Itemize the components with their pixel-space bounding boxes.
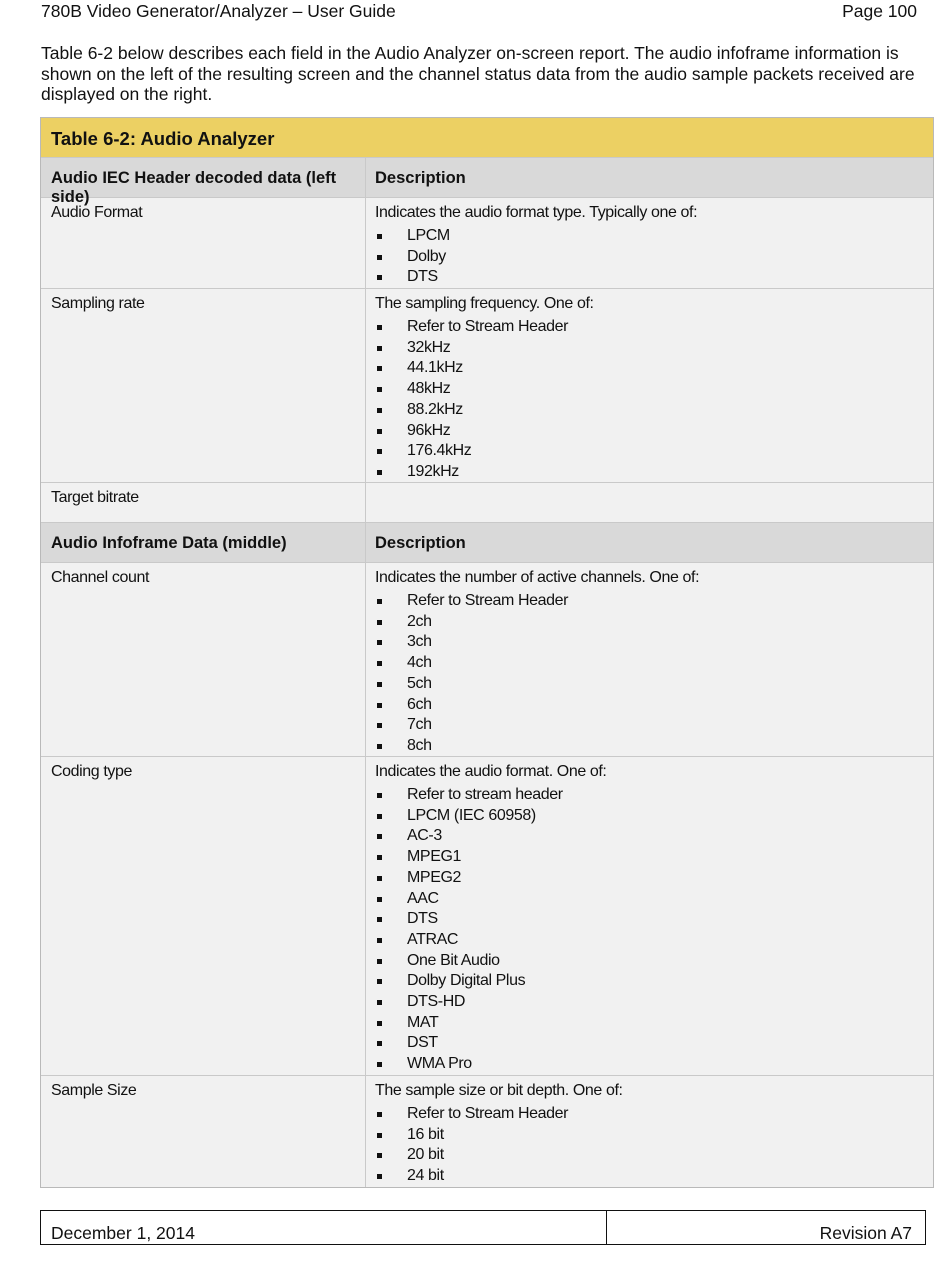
option-item: WMA Pro: [375, 1054, 933, 1075]
field-name: Target bitrate: [41, 483, 366, 522]
column-header-description: Description: [375, 169, 466, 187]
page-number: Page 100: [842, 1, 917, 21]
table-body: [41, 158, 933, 1187]
option-item: Dolby: [375, 247, 933, 268]
page-footer: [40, 1210, 926, 1245]
field-description-cell: [366, 1076, 933, 1187]
field-description: Indicates the audio format. One of:: [375, 763, 607, 780]
option-item: One Bit Audio: [375, 951, 933, 972]
field-name: Audio Format: [41, 198, 366, 288]
option-item: DTS: [375, 909, 933, 930]
option-item: 176.4kHz: [375, 441, 933, 462]
option-item: 7ch: [375, 715, 933, 736]
field-description: The sample size or bit depth. One of:: [375, 1082, 623, 1099]
column-header-description: Description: [375, 534, 466, 552]
table-header-row: [41, 158, 933, 206]
option-item: Refer to Stream Header: [375, 1104, 933, 1125]
field-description-cell: [366, 563, 933, 756]
option-item: Refer to Stream Header: [375, 317, 933, 338]
option-item: 44.1kHz: [375, 358, 933, 379]
table-row: [41, 289, 933, 483]
option-item: ATRAC: [375, 930, 933, 951]
option-item: 20 bit: [375, 1145, 933, 1166]
field-name: Sample Size: [41, 1076, 366, 1187]
document-title: 780B Video Generator/Analyzer – User Guide: [41, 1, 396, 21]
page-header: [41, 0, 917, 22]
table-row: [41, 198, 933, 289]
option-list: [375, 1104, 933, 1187]
option-item: 5ch: [375, 674, 933, 695]
table-header-row: [41, 523, 933, 563]
option-item: Refer to Stream Header: [375, 591, 933, 612]
intro-paragraph: Table 6-2 below describes each field in the Audio Analyzer on-screen report. The audio infoframe information is shown on the left of the resulting screen and the channel status data from the audio sample packets received are displayed on the right.: [41, 43, 915, 104]
footer-date: December 1, 2014: [41, 1211, 607, 1244]
field-name: Sampling rate: [41, 289, 366, 482]
option-item: 48kHz: [375, 379, 933, 400]
column-header-field: Audio IEC Header decoded data (left side): [41, 158, 366, 197]
field-description-cell: [366, 289, 933, 482]
field-description-cell: [366, 198, 933, 288]
table-row: [41, 483, 933, 523]
option-item: DST: [375, 1033, 933, 1054]
table-row: [41, 757, 933, 1076]
option-item: MPEG1: [375, 847, 933, 868]
option-item: 96kHz: [375, 421, 933, 442]
footer-revision: Revision A7: [819, 1223, 912, 1243]
table-title: Table 6-2: Audio Analyzer: [41, 118, 933, 158]
option-item: DTS-HD: [375, 992, 933, 1013]
option-item: LPCM (IEC 60958): [375, 806, 933, 827]
option-item: 32kHz: [375, 338, 933, 359]
field-description-cell: [366, 483, 933, 522]
option-item: 2ch: [375, 612, 933, 633]
table-row: [41, 563, 933, 757]
option-item: 6ch: [375, 695, 933, 716]
table-row: [41, 1076, 933, 1187]
option-item: 192kHz: [375, 462, 933, 483]
field-description: Indicates the number of active channels. One of:: [375, 569, 700, 586]
field-description-cell: [366, 757, 933, 1075]
option-item: Refer to stream header: [375, 785, 933, 806]
option-item: MAT: [375, 1013, 933, 1034]
option-list: [375, 591, 933, 757]
option-list: [375, 226, 933, 288]
option-item: 88.2kHz: [375, 400, 933, 421]
field-description: The sampling frequency. One of:: [375, 295, 594, 312]
option-item: 8ch: [375, 736, 933, 757]
field-description: Indicates the audio format type. Typically one of:: [375, 204, 698, 221]
option-item: DTS: [375, 267, 933, 288]
option-item: 4ch: [375, 653, 933, 674]
option-item: AC-3: [375, 826, 933, 847]
option-item: LPCM: [375, 226, 933, 247]
option-item: 24 bit: [375, 1166, 933, 1187]
audio-analyzer-table: [40, 117, 934, 1188]
option-item: AAC: [375, 889, 933, 910]
option-item: 16 bit: [375, 1125, 933, 1146]
option-list: [375, 317, 933, 483]
option-list: [375, 785, 933, 1075]
field-name: Coding type: [41, 757, 366, 1075]
option-item: MPEG2: [375, 868, 933, 889]
field-name: Channel count: [41, 563, 366, 756]
column-header-field: Audio Infoframe Data (middle): [41, 523, 366, 562]
option-item: Dolby Digital Plus: [375, 971, 933, 992]
option-item: 3ch: [375, 632, 933, 653]
